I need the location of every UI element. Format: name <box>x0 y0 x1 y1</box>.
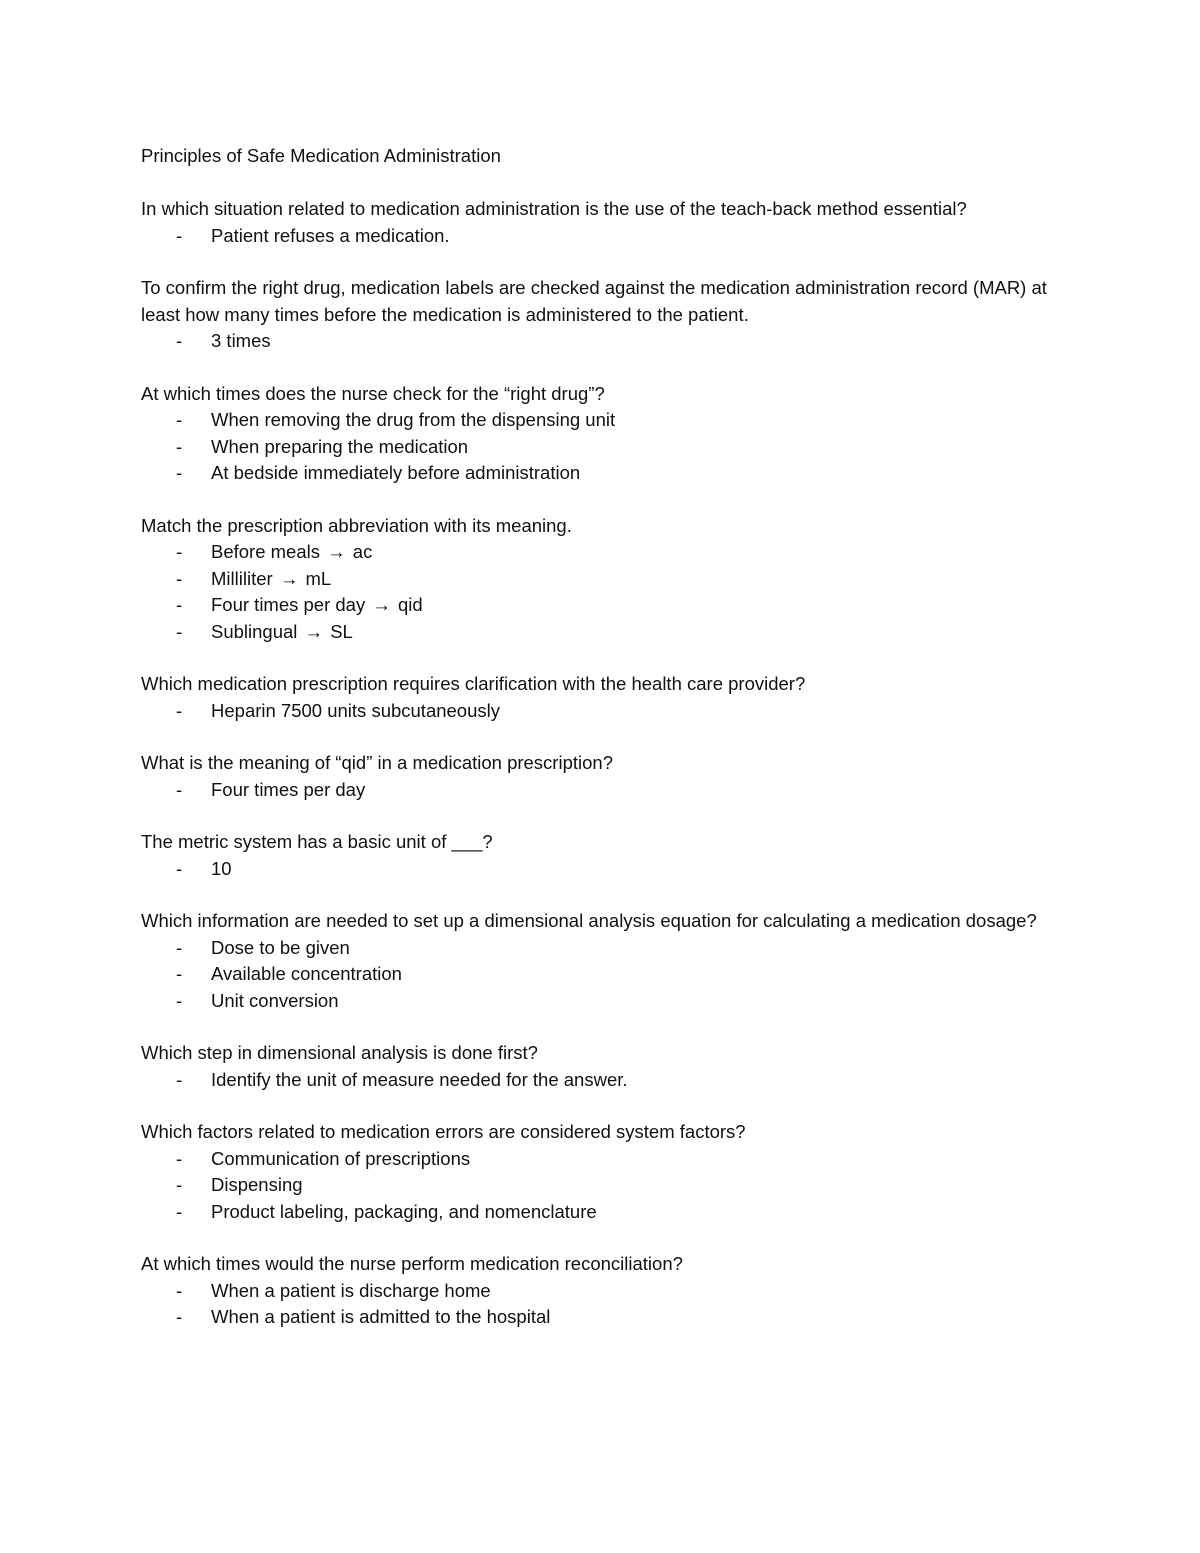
dash-bullet: - <box>176 541 183 562</box>
dash-bullet: - <box>176 699 183 721</box>
answer-item <box>141 1278 1061 1305</box>
answer-item <box>141 460 1061 487</box>
dash-bullet: - <box>176 1174 183 1195</box>
qa-block <box>141 196 1061 249</box>
arrow-right-icon: → <box>279 567 299 589</box>
answer-list <box>141 539 1061 645</box>
abbreviation-term: Before meals <box>211 541 320 562</box>
answer-text: At bedside immediately before administration <box>211 462 581 483</box>
abbreviation-value: ac <box>352 541 373 562</box>
answer-list <box>141 698 1061 725</box>
arrow-right-icon: → <box>304 620 324 642</box>
dash-bullet: - <box>176 567 183 589</box>
abbreviation-term: Four times per day <box>211 594 366 615</box>
answer-text: When a patient is discharge home <box>211 1279 491 1301</box>
abbreviation-value: SL <box>330 620 353 642</box>
answer-text: Identify the unit of measure needed for the answer. <box>211 1068 628 1090</box>
answer-item <box>141 935 1061 962</box>
abbreviation-value: mL <box>305 567 332 589</box>
dash-bullet: - <box>176 462 183 483</box>
answer-text: Communication of prescriptions <box>211 1147 471 1169</box>
arrow-right-icon: → <box>327 541 346 562</box>
answer-item <box>141 961 1061 988</box>
question-text: Which information are needed to set up a dimensional analysis equation for calculating a medication dosage? <box>141 910 1037 931</box>
qa-block <box>141 829 1061 882</box>
answer-text: When removing the drug from the dispensing unit <box>211 409 616 430</box>
abbreviation-term: Milliliter <box>211 567 273 589</box>
answer-item <box>141 539 1061 566</box>
dash-bullet: - <box>176 330 183 351</box>
question-text: Which step in dimensional analysis is done first? <box>141 1042 538 1063</box>
dash-bullet: - <box>176 1200 183 1222</box>
answer-item <box>141 777 1061 804</box>
dash-bullet: - <box>176 594 183 615</box>
answer-item <box>141 1172 1061 1199</box>
qa-block <box>141 381 1061 487</box>
answer-item <box>141 434 1061 461</box>
dash-bullet: - <box>176 409 183 430</box>
question-text: Which factors related to medication errors are considered system factors? <box>141 1121 746 1142</box>
qa-block <box>141 671 1061 724</box>
document-title: Principles of Safe Medication Administration <box>141 145 501 166</box>
question-text: At which times does the nurse check for the “right drug”? <box>141 382 605 404</box>
dash-bullet: - <box>176 435 183 457</box>
answer-text: Heparin 7500 units subcutaneously <box>211 699 500 721</box>
dash-bullet: - <box>176 620 183 642</box>
dash-bullet: - <box>176 778 183 800</box>
answer-item <box>141 988 1061 1015</box>
qa-list <box>141 196 1061 1357</box>
answer-text: When preparing the medication <box>211 435 469 457</box>
answer-list <box>141 1146 1061 1226</box>
answer-list <box>141 1278 1061 1331</box>
answer-item <box>141 698 1061 725</box>
dash-bullet: - <box>176 1068 183 1090</box>
qa-block <box>141 908 1061 1014</box>
qa-block <box>141 1251 1061 1331</box>
question-text: Which medication prescription requires clarification with the health care provider? <box>141 673 806 694</box>
answer-list <box>141 777 1061 804</box>
dash-bullet: - <box>176 1306 183 1327</box>
answer-text: Dose to be given <box>211 936 350 958</box>
dash-bullet: - <box>176 1279 183 1301</box>
answer-text: Available concentration <box>211 963 402 984</box>
qa-block <box>141 275 1061 355</box>
answer-item <box>141 1067 1061 1094</box>
dash-bullet: - <box>176 936 183 958</box>
question-text: What is the meaning of “qid” in a medication prescription? <box>141 752 613 773</box>
answer-text: 10 <box>211 857 232 879</box>
answer-item <box>141 856 1061 883</box>
dash-bullet: - <box>176 857 183 879</box>
question-text: At which times would the nurse perform medication reconciliation? <box>141 1253 683 1274</box>
answer-list <box>141 1067 1061 1094</box>
answer-list <box>141 935 1061 1015</box>
abbreviation-term: Sublingual <box>211 620 298 642</box>
answer-item <box>141 223 1061 250</box>
answer-text: 3 times <box>211 330 271 351</box>
answer-item <box>141 619 1061 646</box>
qa-block <box>141 750 1061 803</box>
answer-text: Patient refuses a medication. <box>211 224 450 246</box>
dash-bullet: - <box>176 963 183 984</box>
answer-item <box>141 1199 1061 1226</box>
answer-text: Dispensing <box>211 1174 303 1195</box>
qa-block <box>141 1119 1061 1225</box>
answer-item <box>141 566 1061 593</box>
dash-bullet: - <box>176 224 183 246</box>
answer-list <box>141 856 1061 883</box>
answer-text: Four times per day <box>211 778 366 800</box>
answer-list <box>141 223 1061 250</box>
question-text: Match the prescription abbreviation with its meaning. <box>141 514 572 536</box>
dash-bullet: - <box>176 989 183 1011</box>
answer-list <box>141 407 1061 487</box>
answer-list <box>141 328 1061 355</box>
answer-text: When a patient is admitted to the hospital <box>211 1306 551 1327</box>
answer-item <box>141 1146 1061 1173</box>
qa-block <box>141 1040 1061 1093</box>
answer-item <box>141 1304 1061 1331</box>
answer-text: Product labeling, packaging, and nomenclature <box>211 1200 597 1222</box>
qa-block <box>141 513 1061 646</box>
abbreviation-value: qid <box>398 594 423 615</box>
answer-item <box>141 592 1061 619</box>
answer-text: Unit conversion <box>211 989 339 1011</box>
question-text: The metric system has a basic unit of ___? <box>141 831 493 852</box>
arrow-right-icon: → <box>372 594 391 615</box>
question-text: In which situation related to medication administration is the use of the teach-back method essential? <box>141 198 967 219</box>
question-text: To confirm the right drug, medication labels are checked against the medication administration record (MAR) at least how many times before the medication is administered to the patient. <box>141 277 1047 325</box>
dash-bullet: - <box>176 1147 183 1169</box>
answer-item <box>141 328 1061 355</box>
answer-item <box>141 407 1061 434</box>
